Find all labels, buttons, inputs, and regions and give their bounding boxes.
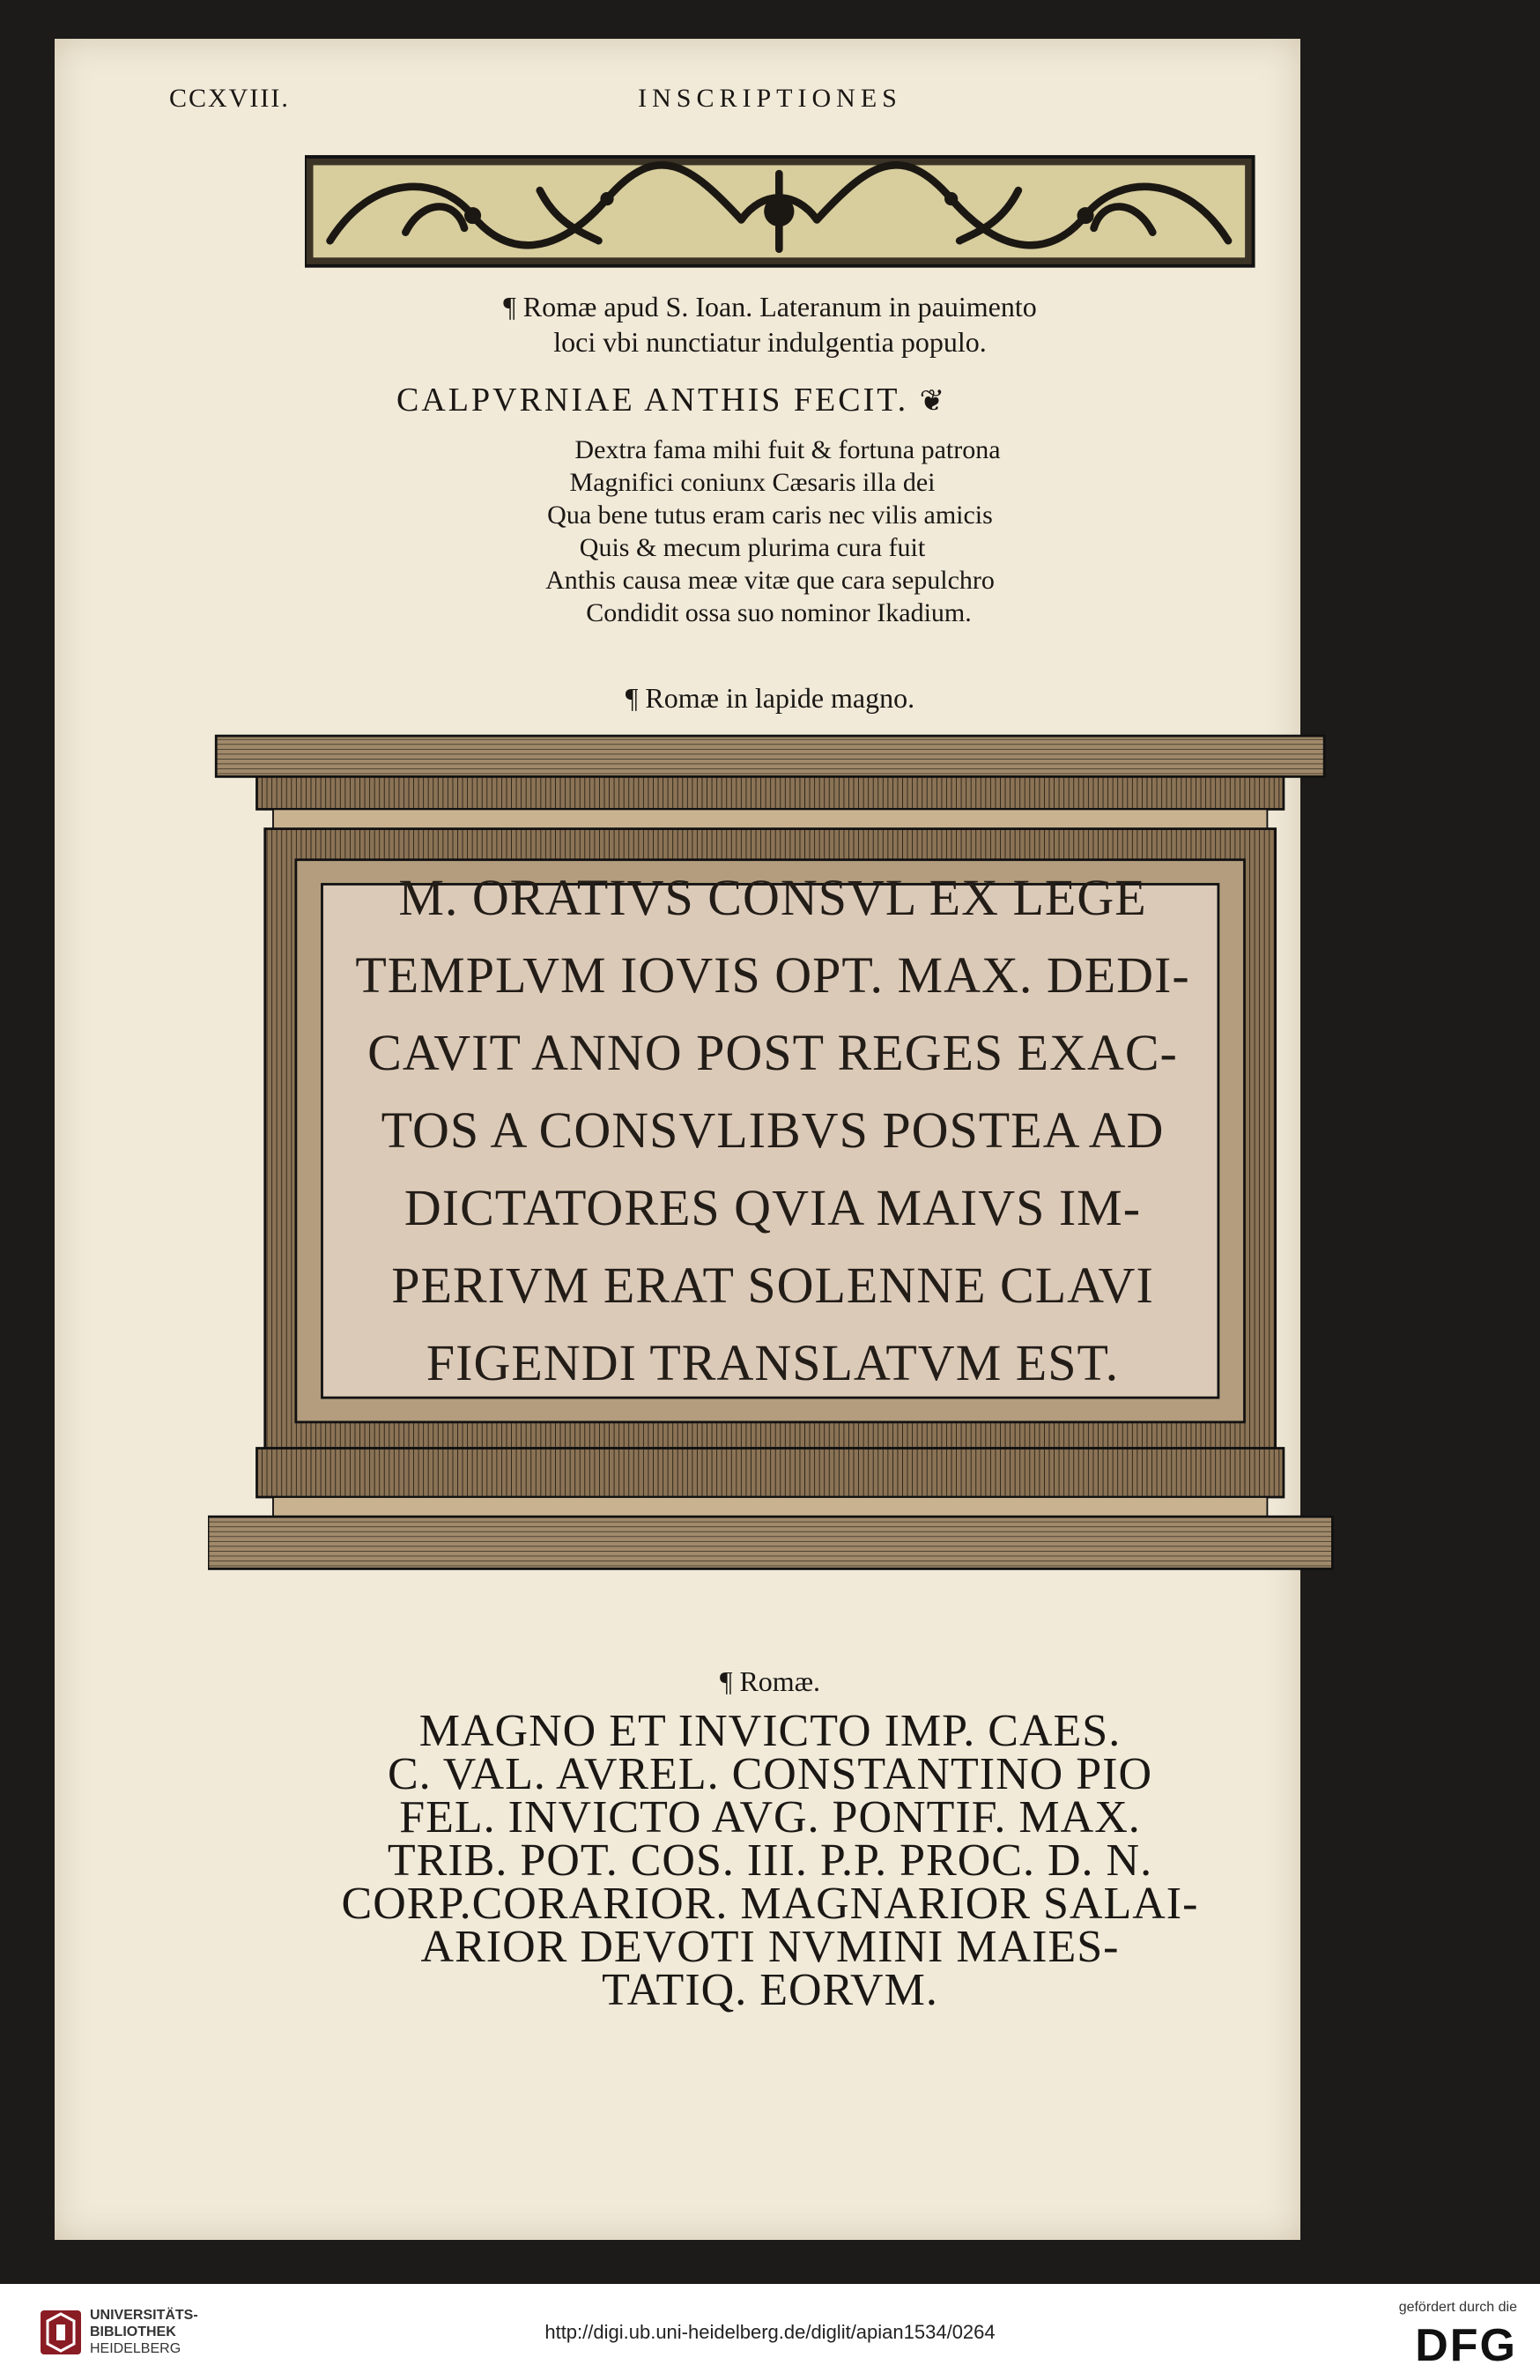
library-line2: BIBLIOTHEK <box>90 2324 176 2339</box>
poem-line: Anthis causa meæ vitæ que cara sepulchro <box>545 566 995 595</box>
dfg-logo: DFG <box>1415 2320 1517 2371</box>
plaque-line: DICTATORES QVIA MAIVS IM- <box>404 1179 1142 1236</box>
plaque-inscription <box>323 859 1222 1402</box>
caption-lateran <box>0 289 1540 360</box>
poem-line: Magnifici coniunx Cæsaris illa dei <box>569 468 936 497</box>
plaque-line: PERIVM ERAT SOLENNE CLAVI <box>391 1257 1154 1314</box>
plaque-line: CAVIT ANNO POST REGES EXAC- <box>367 1024 1178 1081</box>
funding-label: gefördert durch die <box>1398 2300 1517 2315</box>
plaque-line: M. ORATIVS CONSVL EX LEGE <box>398 869 1147 926</box>
plaque-line: TEMPLVM IOVIS OPT. MAX. DEDI- <box>355 946 1190 1004</box>
folio-number: CCXVIII. <box>169 84 290 113</box>
inscription-line: C. VAL. AVREL. CONSTANTINO PIO <box>387 1749 1153 1799</box>
library-line1: UNIVERSITÄTS- <box>90 2308 198 2323</box>
epitaph-title <box>396 381 947 419</box>
inscription-line: CORP.CORARIOR. MAGNARIOR SALAI- <box>341 1879 1199 1929</box>
poem-line: Dextra fama mihi fuit & fortuna patrona <box>574 435 1001 464</box>
leaf-ornament-icon: ❦ <box>919 385 948 418</box>
running-title: INSCRIPTIONES <box>638 84 902 113</box>
inscription-line: TRIB. POT. COS. III. P.P. PROC. D. N. <box>387 1835 1153 1886</box>
caption-lateran-line2: loci vbi nunctiatur indulgentia populo. <box>553 326 987 358</box>
inscription-line: TATIQ. EORVM. <box>602 1965 938 2015</box>
caption-lateran-line1: ¶ Romæ apud S. Ioan. Lateranum in pauimento <box>503 291 1037 323</box>
plaque-line: TOS A CONSVLIBVS POSTEA AD <box>381 1101 1165 1159</box>
poem-line: Condidit ossa suo nominor Ikadium. <box>586 598 972 627</box>
inscription-line: ARIOR DEVOTI NVMINI MAIES- <box>420 1922 1120 1972</box>
plaque-line: FIGENDI TRANSLATVM EST. <box>426 1334 1120 1391</box>
poem-line: Qua bene tutus eram caris nec vilis amicis <box>547 500 993 530</box>
epitaph-title-text: CALPVRNIAE ANTHIS FECIT. <box>396 382 909 419</box>
library-line3: HEIDELBERG <box>90 2341 181 2356</box>
poem-line: Quis & mecum plurima cura fuit <box>579 533 926 562</box>
constantine-inscription <box>0 1706 1540 2015</box>
inscription-line: FEL. INVICTO AVG. PONTIF. MAX. <box>399 1792 1141 1842</box>
woodcut-ornament-band <box>305 137 1300 282</box>
footer-bar <box>0 2284 1540 2380</box>
inscription-line: MAGNO ET INVICTO IMP. CAES. <box>418 1706 1122 1756</box>
caption-lapide: ¶ Romæ in lapide magno. <box>625 682 915 714</box>
caption-romae: ¶ Romæ. <box>719 1665 821 1697</box>
epitaph-poem <box>0 434 1540 629</box>
permalink-url[interactable]: http://digi.ub.uni-heidelberg.de/diglit/apian1534/0264 <box>544 2321 996 2343</box>
page-header <box>0 84 1540 128</box>
